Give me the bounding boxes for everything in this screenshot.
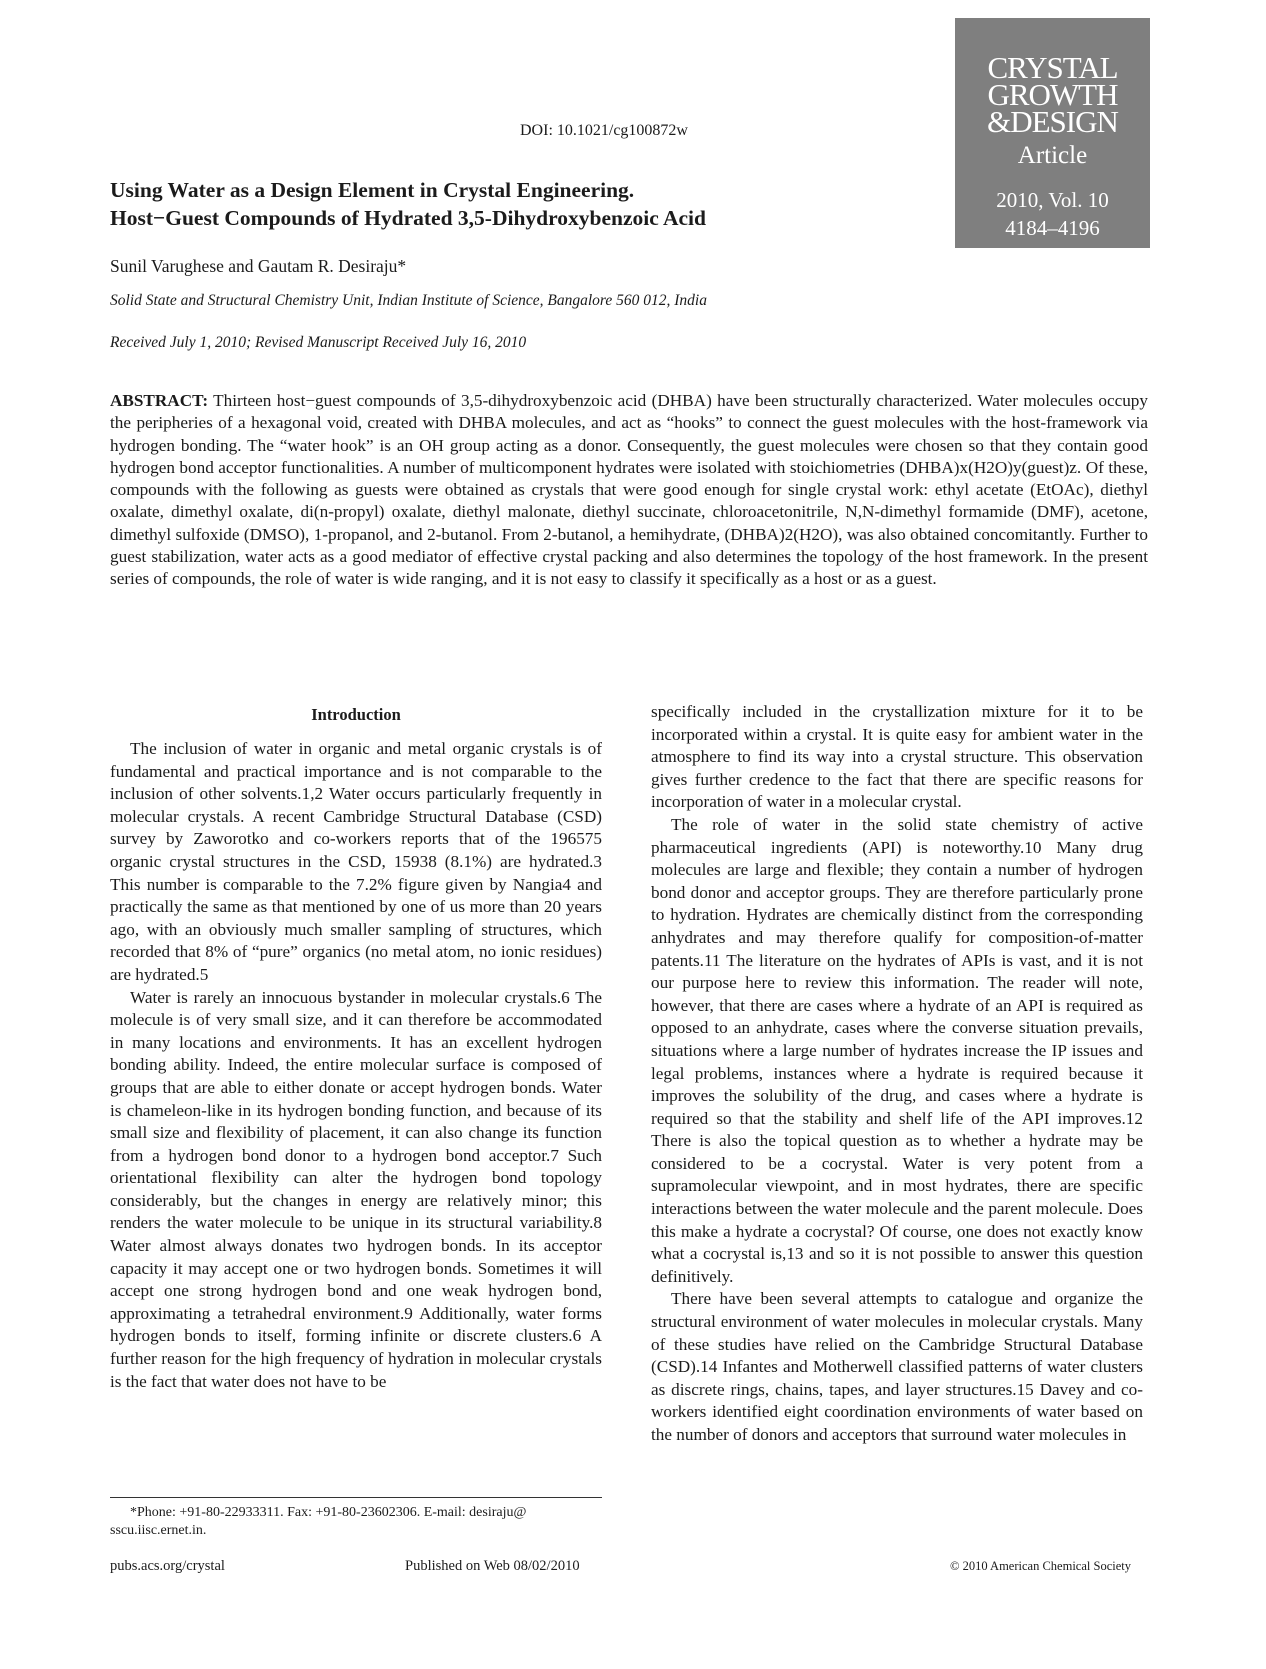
abstract-label: ABSTRACT:: [110, 391, 209, 410]
page-range: 4184–4196: [1005, 216, 1100, 240]
footer-copyright: © 2010 American Chemical Society: [950, 1559, 1131, 1573]
abstract: [110, 390, 1148, 591]
title-line-1: Using Water as a Design Element in Crystal Engineering.: [110, 178, 635, 202]
right-column: [651, 701, 1143, 1447]
authors: Sunil Varughese and Gautam R. Desiraju*: [110, 256, 407, 276]
abstract-text: Thirteen host−guest compounds of 3,5-dihydroxybenzoic acid (DHBA) have been structurally characterized. Water molecules occupy the peripheries of a hexagonal void, created with DHBA molecules, and act as “hooks” to connect the guest molecules with the host-framework via hydrogen bonding. The “water hook” is an OH group acting as a donor. Consequently, the guest molecules were chosen so that they contain good hydrogen bond acceptor functionalities. A number of multicomponent hydrates were isolated with stoichiometries (DHBA)x(H2O)y(guest)z. Of these, compounds with the following as guests were obtained as crystals that were good enough for single crystal work: ethyl acetate (EtOAc), diethyl oxalate, dimethyl oxalate, di(n-propyl) oxalate, diethyl malonate, diethyl succinate, chloroacetonitrile, N,N-dimethyl formamide (DMF), acetone, dimethyl sulfoxide (DMSO), 1-propanol, and 2-butanol. From 2-butanol, a hemihydrate, (DHBA)2(H2O), was also obtained concomitantly. Further to guest stabilization, water acts as a good mediator of effective crystal packing and also determines the topology of the host framework. In the present series of compounds, the role of water is wide ranging, and it is not easy to classify it specifically as a host or as a guest.: [110, 391, 1148, 589]
paragraph: There have been several attempts to catalogue and organize the structural environment of water molecules in molecular crystals. Many of these studies have relied on the Cambridge Structural Database (CSD).14 Infantes and Motherwell classified patterns of water clusters as discrete rings, chains, tapes, and layer structures.15 Davey and co-workers identified eight coordination environments of water based on the number of donors and acceptors that surround water molecules in: [651, 1289, 1143, 1444]
paragraph: specifically included in the crystallization mixture for it to be incorporated within a crystal. It is quite easy for ambient water in the atmosphere to find its way into a crystal structure. This observation gives further credence to the fact that there are specific reasons for incorporation of water in a molecular crystal.: [651, 702, 1143, 812]
received-dates: Received July 1, 2010; Revised Manuscript Received July 16, 2010: [110, 334, 527, 351]
paragraph: Water is rarely an innocuous bystander in molecular crystals.6 The molecule is of very small size, and it can therefore be accommodated in many locations and environments. It has an excellent hydrogen bonding ability. Indeed, the entire molecular surface is composed of groups that are able to either donate or accept hydrogen bonds. Water is chameleon-like in its hydrogen bonding function, and because of its small size and flexibility of placement, it can also change its function from a hydrogen bond donor to a hydrogen bond acceptor.7 Such orientational flexibility can alter the hydrogen bond topology considerably, but the changes in energy are relatively minor; this renders the water molecule to be unique in its structural variability.8 Water almost always donates two hydrogen bonds. In its acceptor capacity it may accept one or two hydrogen bonds. Sometimes it will accept one strong hydrogen bond and one weak hydrogen bond, approximating a tetrahedral environment.9 Additionally, water forms hydrogen bonds to itself, forming infinite or discrete clusters.6 A further reason for the high frequency of hydration in molecular crystals is the fact that water does not have to be: [110, 987, 602, 1391]
brand-line-3: &DESIGN: [987, 104, 1118, 139]
year-volume: 2010, Vol. 10: [996, 188, 1109, 212]
brand-line-1: CRYSTAL: [987, 50, 1118, 85]
affiliation: Solid State and Structural Chemistry Unit, Indian Institute of Science, Bangalore 560 012, India: [110, 292, 707, 309]
paragraph: The role of water in the solid state chemistry of active pharmaceutical ingredients (API) is noteworthy.10 Many drug molecules are large and flexible; they contain a number of hydrogen bond donor and acceptor groups. They are therefore particularly prone to hydration. Hydrates are chemically distinct from the corresponding anhydrates and may therefore qualify for composition-of-matter patents.11 The literature on the hydrates of APIs is vast, and it is not our purpose here to review this information. The reader will note, however, that there are cases where a hydrate of an API is required as opposed to an anhydrate, cases where the converse situation prevails, situations where a large number of hydrates increase the IP issues and legal problems, instances where a hydrate is required because it improves the solubility of the drug, and cases where a hydrate is required so that the stability and shelf life of the API improves.12 There is also the topical question as to whether a hydrate may be considered to be a cocrystal. Water is very potent from a supramolecular viewpoint, and in most hydrates, there are specific interactions between the water molecule and the parent molecule. Does this make a hydrate a cocrystal? Of course, one does not exactly know what a cocrystal is,13 and so it is not possible to answer this question definitively.: [651, 814, 1143, 1286]
brand-line-2: GROWTH: [987, 77, 1118, 112]
corresponding-author-footnote: *Phone: +91-80-22933311. Fax: +91-80-23602306. E-mail: desiraju@ sscu.iisc.ernet.in.: [110, 1505, 527, 1538]
paper-title: [110, 176, 890, 232]
title-line-2: Host−Guest Compounds of Hydrated 3,5-Dihydroxybenzoic Acid: [110, 206, 706, 230]
section-heading-introduction: Introduction: [311, 705, 401, 724]
left-column: [110, 738, 602, 1393]
footnote-divider: [110, 1497, 602, 1498]
doi[interactable]: DOI: 10.1021/cg100872w: [520, 122, 688, 139]
article-type: Article: [1017, 142, 1088, 169]
footer-journal-url[interactable]: pubs.acs.org/crystal: [110, 1558, 225, 1574]
paragraph: The inclusion of water in organic and metal organic crystals is of fundamental and practical importance and is not comparable to the inclusion of other solvents.1,2 Water occurs particularly frequently in molecular crystals. A recent Cambridge Structural Database (CSD) survey by Zaworotko and co-workers reports that of the 196575 organic crystal structures in the CSD, 15938 (8.1%) are hydrated.3 This number is comparable to the 7.2% figure given by Nangia4 and practically the same as that mentioned by one of us more than 20 years ago, with an obviously much smaller sampling of structures, which recorded that 8% of “pure” organics (no metal atom, no ionic residues) are hydrated.5: [110, 739, 602, 984]
journal-brand-box: [955, 18, 1150, 248]
footer-published-date: Published on Web 08/02/2010: [405, 1558, 580, 1574]
